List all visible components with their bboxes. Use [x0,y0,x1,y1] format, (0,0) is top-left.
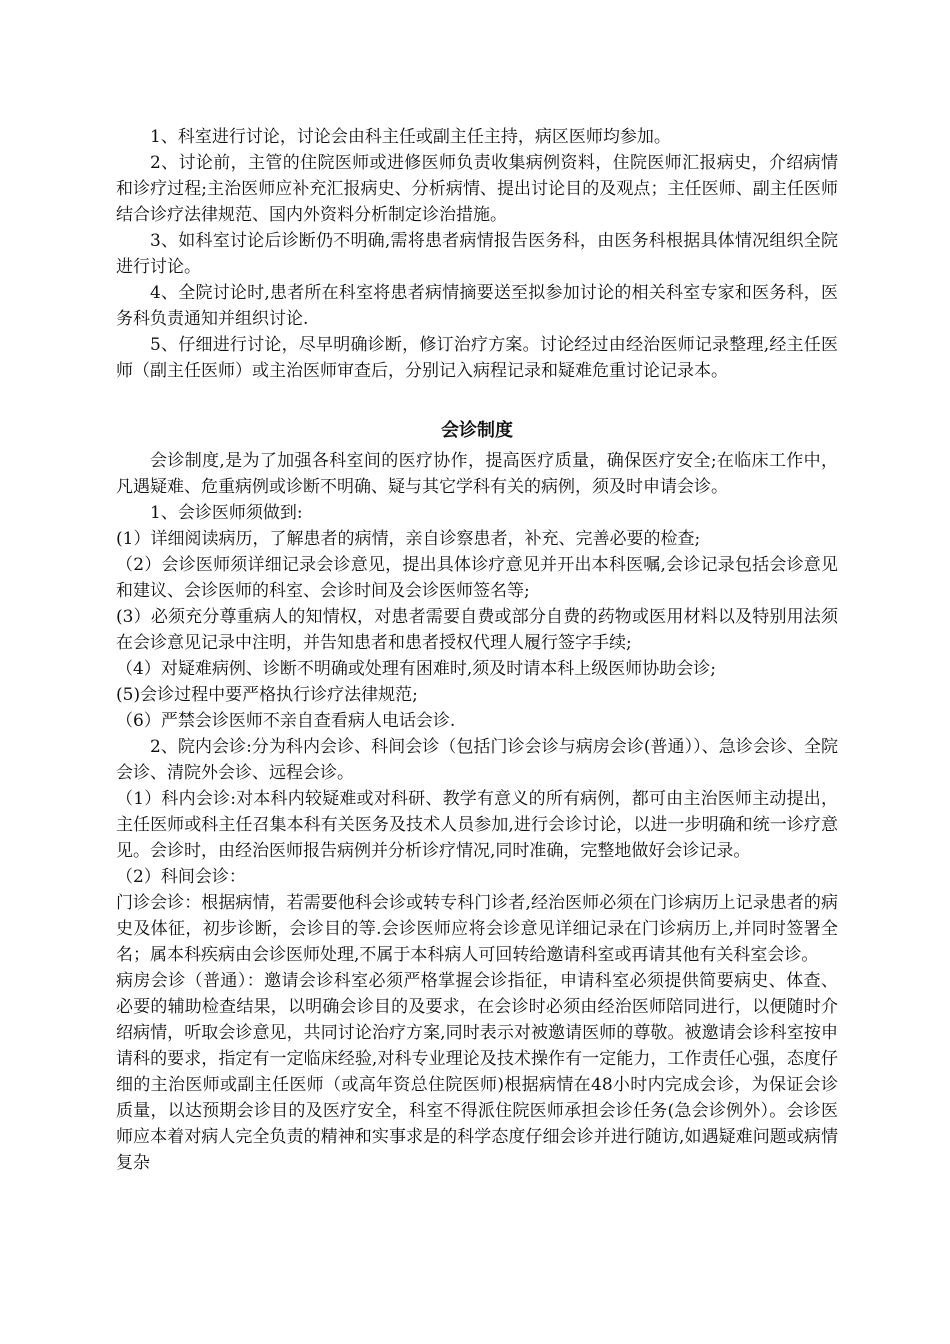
consultation-subsection: （2）科间会诊： [116,867,246,887]
consultation-point: （2）会诊医师须详细记录会诊意见，提出具体诊疗意见并开出本科医嘱,会诊记录包括会诊意见和建议、会诊医师的科室、会诊时间及会诊医师签名等; [116,555,838,601]
consultation-subsection: （1）科内会诊:对本科内较疑难或对科研、教学有意义的所有病例，都可由主治医师主动提出，主任医师或科主任召集本科有关医务及技术人员参加,进行会诊讨论，以进一步明确和统一诊疗意见。会诊时，由经治医师报告病例并分析诊疗情况,同时准确，完整地做好会诊记录。 [116,789,838,861]
discussion-item-4: 4、全院讨论时,患者所在科室将患者病情摘要送至拟参加讨论的相关科室专家和医务科，医务科负责通知并组织讨论. [116,283,838,329]
discussion-item-3: 3、如科室讨论后诊断仍不明确,需将患者病情报告医务科，由医务科根据具体情况组织全院进行讨论。 [116,231,838,277]
consultation-item-1-heading: 1、会诊医师须做到: [150,503,303,523]
consultation-subsection: 病房会诊（普通）：邀请会诊科室必须严格掌握会诊指征，申请科室必须提供简要病史、体查、必要的辅助检查结果，以明确会诊目的及要求，在会诊时必须由经治医师陪同进行，以便随时介绍病情，听取会诊意见，共同讨论治疗方案,同时表示对被邀请医师的尊敬。被邀请会诊科室按申请科的要求，指定有一定临床经验,对科专业理论及技术操作有一定能力，工作责任心强，态度仔细的主治医师或副主任医师（或高年资总住院医师)根据病情在48小时内完成会诊，为保证会诊质量，以达预期会诊目的及医疗安全，科室不得派住院医师承担会诊任务(急会诊例外）。会诊医师应本着对病人完全负责的精神和实事求是的科学态度仔细会诊并进行随访,如遇疑难问题或病情复杂 [116,971,838,1173]
consultation-point: (3）必须充分尊重病人的知情权，对患者需要自费或部分自费的药物或医用材料以及特别用法须在会诊意见记录中注明，并告知患者和患者授权代理人履行签字手续; [116,607,838,653]
document-page [116,124,838,1176]
consultation-subsection: 门诊会诊：根据病情，若需要他科会诊或转专科门诊者,经治医师必须在门诊病历上记录患者的病史及体征，初步诊断，会诊目的等.会诊医师应将会诊意见详细记录在门诊病历上,并同时签署全名；属本科疾病由会诊医师处理,不属于本科病人可回转给邀请科室或再请其他有关科室会诊。 [116,893,838,965]
discussion-item-5: 5、仔细进行讨论，尽早明确诊断，修订治疗方案。讨论经过由经治医师记录整理,经主任医师（副主任医师）或主治医师审查后，分别记入病程记录和疑难危重讨论记录本。 [116,335,838,381]
consultation-item-2-heading: 2、院内会诊:分为科内会诊、科间会诊（包括门诊会诊与病房会诊(普通））、急诊会诊、全院会诊、清院外会诊、远程会诊。 [116,737,838,783]
consultation-point: (5)会诊过程中要严格执行诊疗法律规范; [116,685,418,705]
discussion-item-2: 2、讨论前，主管的住院医师或进修医师负责收集病例资料，住院医师汇报病史，介绍病情和诊疗过程;主治医师应补充汇报病史、分析病情、提出讨论目的及观点；主任医师、副主任医师结合诊疗法律规范、国内外资料分析制定诊治措施。 [116,153,838,225]
discussion-item-1: 1、科室进行讨论，讨论会由科主任或副主任主持，病区医师均参加。 [150,127,671,147]
section-title: 会诊制度 [441,420,513,441]
consultation-point: (1）详细阅读病历，了解患者的病情，亲自诊察患者，补充、完善必要的检查; [116,529,701,549]
consultation-point: （6）严禁会诊医师不亲自查看病人电话会诊. [116,711,456,731]
consultation-intro: 会诊制度,是为了加强各科室间的医疗协作，提高医疗质量，确保医疗安全;在临床工作中，凡遇疑难、危重病例或诊断不明确、疑与其它学科有关的病例，须及时申请会诊。 [116,451,838,497]
section-gap [116,384,838,404]
consultation-point: （4）对疑难病例、诊断不明确或处理有困难时,须及时请本科上级医师协助会诊; [116,659,716,679]
